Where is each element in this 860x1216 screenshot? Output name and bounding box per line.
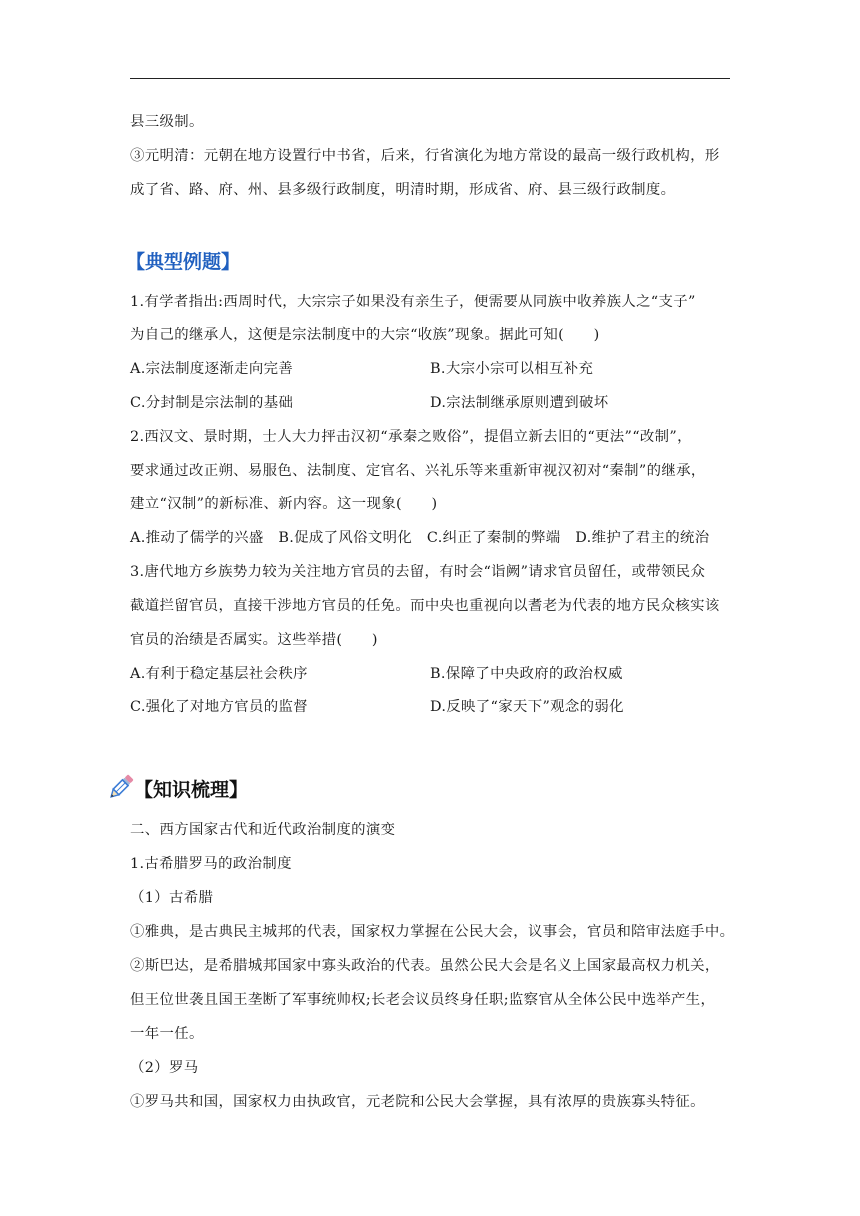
option-c: C.分封制是宗法制的基础 xyxy=(130,395,294,411)
question-3-line: 3.唐代地方乡族势力较为关注地方官员的去留，有时会“诣阙”请求官员留任，或带领民众 xyxy=(130,564,706,580)
question-1-line: 为自己的继承人，这便是宗法制度中的大宗“收族”现象。据此可知( ) xyxy=(130,327,600,343)
text-line: ③元明清：元朝在地方设置行中书省，后来，行省演化为地方常设的最高一级行政机构，形 xyxy=(130,148,720,164)
header-rule xyxy=(130,78,730,79)
text-line: ①雅典，是古典民主城邦的代表，国家权力掌握在公民大会，议事会，官员和陪审法庭手中。 xyxy=(130,924,735,940)
text-line: （2）罗马 xyxy=(130,1060,199,1076)
text-line: 1.古希腊罗马的政治制度 xyxy=(130,856,292,872)
option-d: D.宗法制继承原则遭到破坏 xyxy=(430,395,609,411)
text-line: 一年一任。 xyxy=(130,1026,204,1042)
question-3-line: 官员的治绩是否属实。这些举措( ) xyxy=(130,632,378,648)
text-line: 二、西方国家古代和近代政治制度的演变 xyxy=(130,822,396,838)
question-3-line: 截道拦留官员，直接干涉地方官员的任免。而中央也重视向以耆老为代表的地方民众核实该 xyxy=(130,598,720,614)
section-heading-knowledge xyxy=(134,778,248,802)
question-1-line: 1.有学者指出:西周时代，大宗宗子如果没有亲生子，便需要从同族中收养族人之“支子” xyxy=(130,294,696,310)
text-line: 县三级制。 xyxy=(130,114,204,130)
option-a: A.有利于稳定基层社会秩序 xyxy=(130,666,308,682)
knowledge-heading-text: 【知识梳理】 xyxy=(134,779,249,801)
option-a: A.宗法制度逐渐走向完善 xyxy=(130,361,294,377)
text-line: 但王位世袭且国王垄断了军事统帅权;长老会议员终身任职;监察官从全体公民中选举产生， xyxy=(130,992,716,1008)
question-2-options: A.推动了儒学的兴盛 B.促成了风俗文明化 C.纠正了秦制的弊端 D.维护了君主的统治 xyxy=(130,530,710,546)
section-heading-examples: 【典型例题】 xyxy=(126,251,241,273)
option-d: D.反映了“家天下”观念的弱化 xyxy=(430,699,624,715)
text-line: （1）古希腊 xyxy=(130,890,214,906)
question-2-line: 要求通过改正朔、易服色、法制度、定官名、兴礼乐等来重新审视汉初对“秦制”的继承， xyxy=(130,463,706,479)
option-b: B.大宗小宗可以相互补充 xyxy=(430,361,594,377)
text-line: 成了省、路、府、州、县多级行政制度，明清时期，形成省、府、县三级行政制度。 xyxy=(130,182,676,198)
question-2-line: 建立“汉制”的新标准、新内容。这一现象( ) xyxy=(130,496,438,512)
question-2-line: 2.西汉文、景时期，士人大力抨击汉初“承秦之败俗”，提倡立新去旧的“更法”“改制”， xyxy=(130,429,692,445)
pencil-icon xyxy=(106,772,136,802)
option-c: C.强化了对地方官员的监督 xyxy=(130,699,308,715)
option-b: B.保障了中央政府的政治权威 xyxy=(430,666,623,682)
text-line: ②斯巴达，是希腊城邦国家中寡头政治的代表。虽然公民大会是名义上国家最高权力机关， xyxy=(130,958,720,974)
text-line: ①罗马共和国，国家权力由执政官，元老院和公民大会掌握，具有浓厚的贵族寡头特征。 xyxy=(130,1094,705,1110)
